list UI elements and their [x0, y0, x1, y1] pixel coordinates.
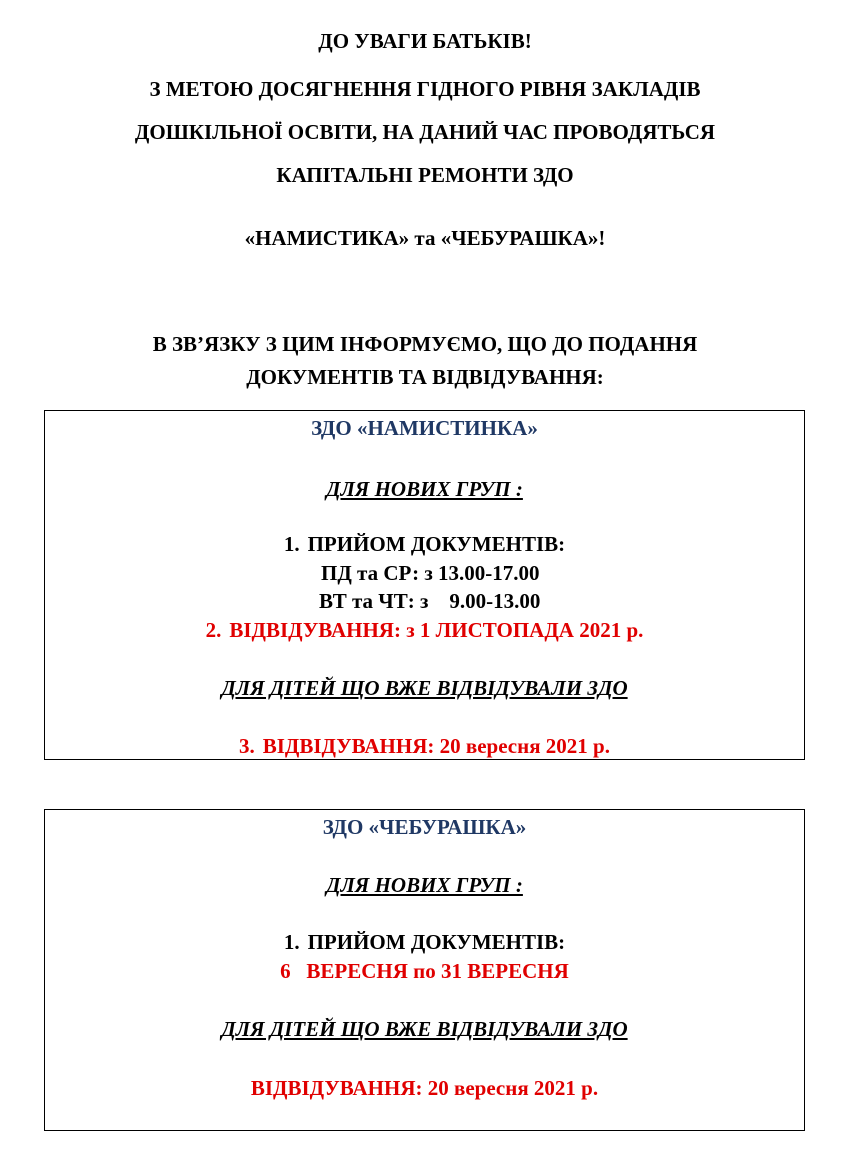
cheburashka-period: 6 ВЕРЕСНЯ по 31 ВЕРЕСНЯ	[280, 959, 569, 983]
namystynka-box	[44, 410, 805, 760]
item-number: 1.	[283, 930, 300, 954]
namystynka-existing-heading	[45, 675, 804, 701]
namystynka-item-1	[45, 531, 804, 557]
new-groups-label: ДЛЯ НОВИХ ГРУП :	[326, 477, 523, 501]
notice-title: ДО УВАГИ БАТЬКІВ!	[318, 29, 532, 53]
new-groups-label: ДЛЯ НОВИХ ГРУП :	[326, 873, 523, 897]
namystynka-item-2	[45, 617, 804, 643]
namystynka-title: ЗДО «НАМИСТИНКА»	[311, 416, 538, 440]
intro-line-3: КАПІТАЛЬНІ РЕМОНТИ ЗДО	[276, 163, 574, 187]
cheburashka-visit: ВІДВІДУВАННЯ: 20 вересня 2021 р.	[250, 1076, 599, 1100]
item-label: ВІДВІДУВАННЯ: з 1 ЛИСТОПАДА 2021 р.	[229, 618, 644, 642]
item-number: 2.	[205, 618, 222, 642]
schedule-tue-thu: ВТ та ЧТ: з 9.00-13.00	[319, 589, 541, 613]
item-number: 1.	[283, 532, 300, 556]
intro-line-2: ДОШКІЛЬНОЇ ОСВІТИ, НА ДАНИЙ ЧАС ПРОВОДЯТЬСЯ	[134, 120, 716, 144]
cheburashka-title: ЗДО «ЧЕБУРАШКА»	[322, 815, 527, 839]
intro-line-1: З МЕТОЮ ДОСЯГНЕННЯ ГІДНОГО РІВНЯ ЗАКЛАДІВ	[149, 77, 701, 101]
cheburashka-item-1	[45, 929, 804, 955]
existing-children-label: ДЛЯ ДІТЕЙ ЩО ВЖЕ ВІДВІДУВАЛИ ЗДО	[221, 1017, 628, 1041]
existing-children-label: ДЛЯ ДІТЕЙ ЩО ВЖЕ ВІДВІДУВАЛИ ЗДО	[221, 676, 628, 700]
kindergarten-names: «НАМИСТИКА» та «ЧЕБУРАШКА»!	[244, 226, 606, 250]
schedule-mon-wed: ПД та СР: з 13.00-17.00	[321, 561, 540, 585]
cheburashka-new-groups-heading	[45, 872, 804, 898]
info-line-2: ДОКУМЕНТІВ ТА ВІДВІДУВАННЯ:	[246, 365, 604, 389]
item-label: ПРИЙОМ ДОКУМЕНТІВ:	[307, 930, 566, 954]
item-number: 3.	[239, 734, 255, 758]
cheburashka-box	[44, 809, 805, 1131]
namystynka-new-groups-heading	[45, 476, 804, 502]
item-label: ПРИЙОМ ДОКУМЕНТІВ:	[307, 532, 566, 556]
cheburashka-existing-heading	[45, 1016, 804, 1042]
namystynka-item-3	[45, 733, 804, 759]
item-label: ВІДВІДУВАННЯ: 20 вересня 2021 р.	[262, 734, 610, 758]
info-line-1: В ЗВ’ЯЗКУ З ЦИМ ІНФОРМУЄМО, ЩО ДО ПОДАННЯ	[152, 332, 698, 356]
